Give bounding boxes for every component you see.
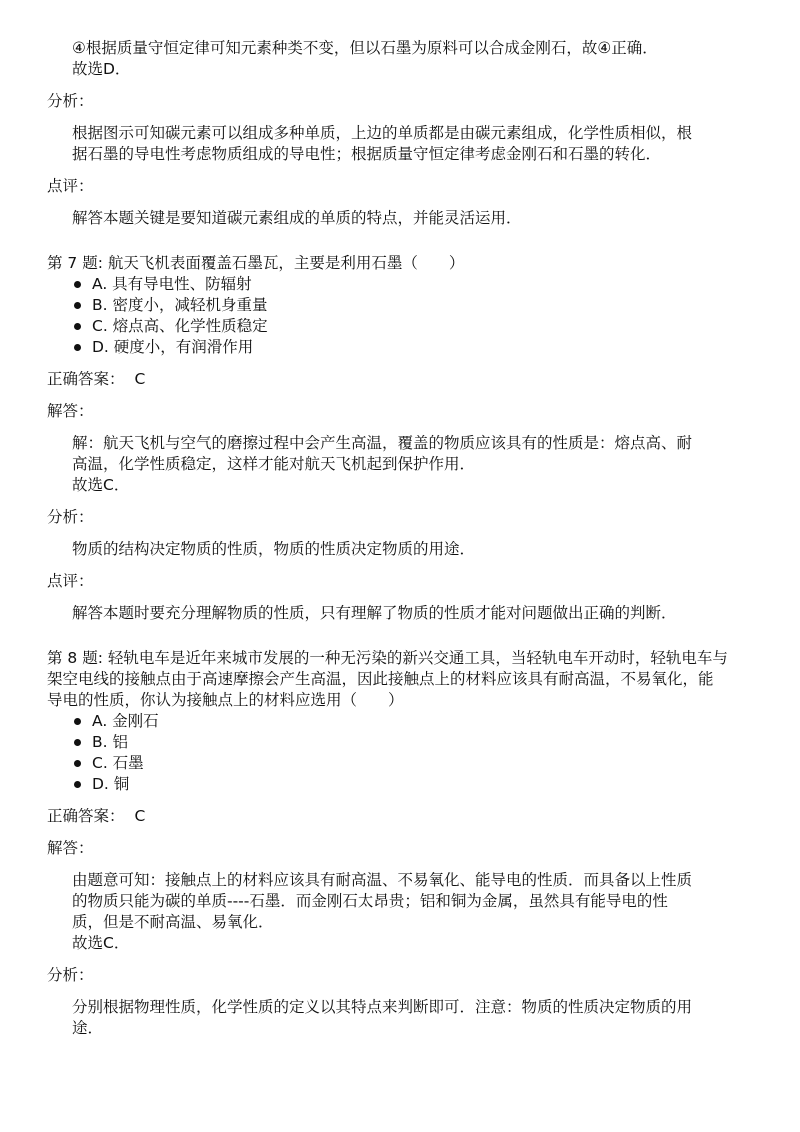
option-item: A. 具有导电性、防辐射 — [72, 274, 800, 295]
text-line: 由题意可知：接触点上的材料应该具有耐高温、不易氧化、能导电的性质．而具备以上性质 — [72, 871, 693, 889]
q7-solution-label: 解答： — [47, 402, 94, 420]
q8-correct-answer — [0, 806, 800, 827]
text-line: 解答本题关键是要知道碳元素组成的单质的特点，并能灵活运用． — [72, 209, 522, 227]
text-line: 故选D． — [72, 60, 131, 78]
text-line: 途． — [72, 1019, 104, 1037]
option-item: C. 熔点高、化学性质稳定 — [72, 316, 800, 337]
text-line: 解：航天飞机与空气的磨擦过程中会产生高温，覆盖的物质应该具有的性质是：熔点高、耐 — [72, 434, 693, 452]
q7-correct-answer — [0, 369, 800, 390]
q8-solution — [0, 870, 800, 954]
text-line: ④根据质量守恒定律可知元素种类不变，但以石墨为原料可以合成金刚石，故④正确． — [72, 39, 658, 57]
q8-analysis-label: 分析： — [47, 966, 94, 984]
q7-comment-label: 点评： — [47, 572, 94, 590]
text-line: 的物质只能为碳的单质----石墨．而金刚石太昂贵；铝和铜为金属，虽然具有能导电的性 — [72, 892, 668, 910]
correct-answer-label: 正确答案： — [47, 807, 125, 825]
option-item: C. 石墨 — [72, 753, 800, 774]
question-8 — [0, 648, 800, 711]
correct-answer-label: 正确答案： — [47, 370, 125, 388]
q8-options — [0, 711, 800, 795]
text-line: 故选C． — [72, 934, 130, 952]
option-item: B. 铝 — [72, 732, 800, 753]
correct-answer-value: C — [134, 807, 146, 825]
text-line: 解答本题时要充分理解物质的性质，只有理解了物质的性质才能对问题做出正确的判断． — [72, 604, 677, 622]
option-item: A. 金刚石 — [72, 711, 800, 732]
text-line: 质，但是不耐高温、易氧化． — [72, 913, 274, 931]
question-text: 导电的性质，你认为接触点上的材料应选用（ ） — [47, 691, 404, 709]
q8-solution-label: 解答： — [47, 839, 94, 857]
question-text: 第 7 题: 航天飞机表面覆盖石墨瓦，主要是利用石墨（ ） — [47, 254, 465, 272]
option-item: B. 密度小，减轻机身重量 — [72, 295, 800, 316]
text-line: 根据图示可知碳元素可以组成多种单质，上边的单质都是由碳元素组成，化学性质相似，根 — [72, 124, 693, 142]
prev-answer — [0, 38, 800, 80]
option-item: D. 硬度小，有润滑作用 — [72, 337, 800, 358]
prev-analysis-label: 分析： — [47, 92, 94, 110]
option-item: D. 铜 — [72, 774, 800, 795]
question-7 — [0, 253, 800, 274]
text-line: 故选C． — [72, 476, 130, 494]
question-text: 架空电线的接触点由于高速摩擦会产生高温，因此接触点上的材料应该具有耐高温，不易氧化，能 — [47, 670, 714, 688]
q8-analysis — [0, 997, 800, 1039]
prev-comment — [0, 208, 800, 229]
q7-analysis-label: 分析： — [47, 508, 94, 526]
q7-options — [0, 274, 800, 358]
prev-comment-label: 点评： — [47, 177, 94, 195]
q7-solution — [0, 433, 800, 496]
correct-answer-value: C — [134, 370, 146, 388]
text-line: 据石墨的导电性考虑物质组成的导电性；根据质量守恒定律考虑金刚石和石墨的转化． — [72, 145, 662, 163]
q7-comment — [0, 603, 800, 624]
q7-analysis — [0, 539, 800, 560]
prev-analysis — [0, 123, 800, 165]
text-line: 高温，化学性质稳定，这样才能对航天飞机起到保护作用． — [72, 455, 476, 473]
question-text: 第 8 题: 轻轨电车是近年来城市发展的一种无污染的新兴交通工具，当轻轨电车开动时，轻轨电车与 — [47, 649, 728, 667]
text-line: 分别根据物理性质，化学性质的定义以其特点来判断即可．注意：物质的性质决定物质的用 — [72, 998, 693, 1016]
text-line: 物质的结构决定物质的性质，物质的性质决定物质的用途． — [72, 540, 476, 558]
